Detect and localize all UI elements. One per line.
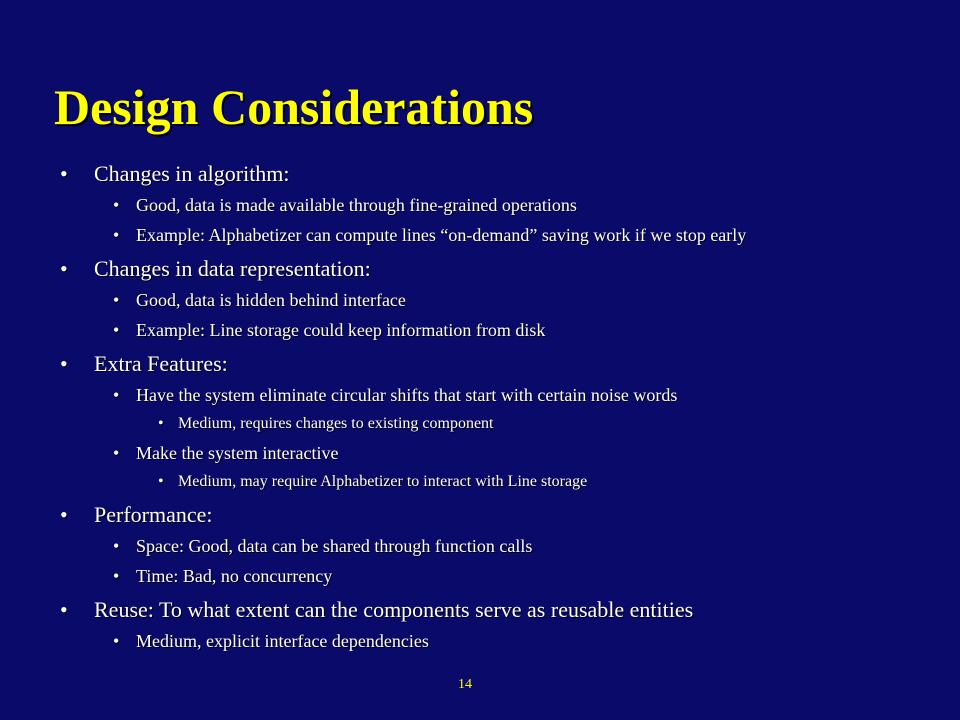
- bullet-item: [0, 501, 960, 529]
- bullet-text: Example: Line storage could keep information from disk: [136, 320, 546, 340]
- sub-bullet-item: [0, 195, 960, 215]
- bullet-list: [0, 160, 960, 661]
- sub-sub-bullet-item: [0, 473, 960, 491]
- bullet-dot-icon: •: [113, 290, 120, 310]
- bullet-dot-icon: •: [158, 415, 164, 432]
- sub-bullet-item: [0, 320, 960, 340]
- bullet-dot-icon: •: [60, 256, 68, 281]
- sub-bullet-item: [0, 443, 960, 463]
- slide-title: Design Considerations: [54, 79, 534, 135]
- bullet-dot-icon: •: [113, 195, 120, 215]
- bullet-text: Extra Features:: [94, 351, 228, 376]
- bullet-dot-icon: •: [113, 631, 120, 651]
- sub-bullet-item: [0, 536, 960, 556]
- bullet-text: Medium, explicit interface dependencies: [136, 631, 429, 651]
- bullet-dot-icon: •: [60, 161, 68, 186]
- bullet-text: Have the system eliminate circular shifts that start with certain noise words: [136, 385, 678, 405]
- bullet-dot-icon: •: [113, 385, 120, 405]
- bullet-item: [0, 350, 960, 378]
- bullet-dot-icon: •: [60, 351, 68, 376]
- bullet-dot-icon: •: [60, 597, 68, 622]
- bullet-item: [0, 596, 960, 624]
- bullet-text: Performance:: [94, 502, 213, 527]
- bullet-dot-icon: •: [113, 320, 120, 340]
- bullet-text: Good, data is hidden behind interface: [136, 290, 406, 310]
- page-number: 14: [458, 677, 472, 692]
- bullet-dot-icon: •: [158, 473, 164, 490]
- bullet-text: Time: Bad, no concurrency: [136, 566, 333, 586]
- bullet-text: Medium, may require Alphabetizer to interact with Line storage: [178, 473, 588, 490]
- bullet-text: Example: Alphabetizer can compute lines “on-demand” saving work if we stop early: [136, 225, 747, 245]
- bullet-item: [0, 160, 960, 188]
- bullet-text: Good, data is made available through fine-grained operations: [136, 195, 577, 215]
- sub-bullet-item: [0, 225, 960, 245]
- bullet-text: Changes in data representation:: [94, 256, 371, 281]
- bullet-dot-icon: •: [113, 536, 120, 556]
- bullet-text: Make the system interactive: [136, 443, 339, 463]
- bullet-dot-icon: •: [60, 502, 68, 527]
- sub-sub-bullet-item: [0, 415, 960, 433]
- sub-bullet-item: [0, 290, 960, 310]
- bullet-dot-icon: •: [113, 443, 120, 463]
- bullet-text: Space: Good, data can be shared through function calls: [136, 536, 533, 556]
- bullet-text: Reuse: To what extent can the components serve as reusable entities: [94, 597, 694, 622]
- sub-bullet-item: [0, 566, 960, 586]
- bullet-dot-icon: •: [113, 566, 120, 586]
- sub-bullet-item: [0, 631, 960, 651]
- bullet-dot-icon: •: [113, 225, 120, 245]
- sub-bullet-item: [0, 385, 960, 405]
- bullet-item: [0, 255, 960, 283]
- bullet-text: Changes in algorithm:: [94, 161, 290, 186]
- bullet-text: Medium, requires changes to existing component: [178, 415, 494, 432]
